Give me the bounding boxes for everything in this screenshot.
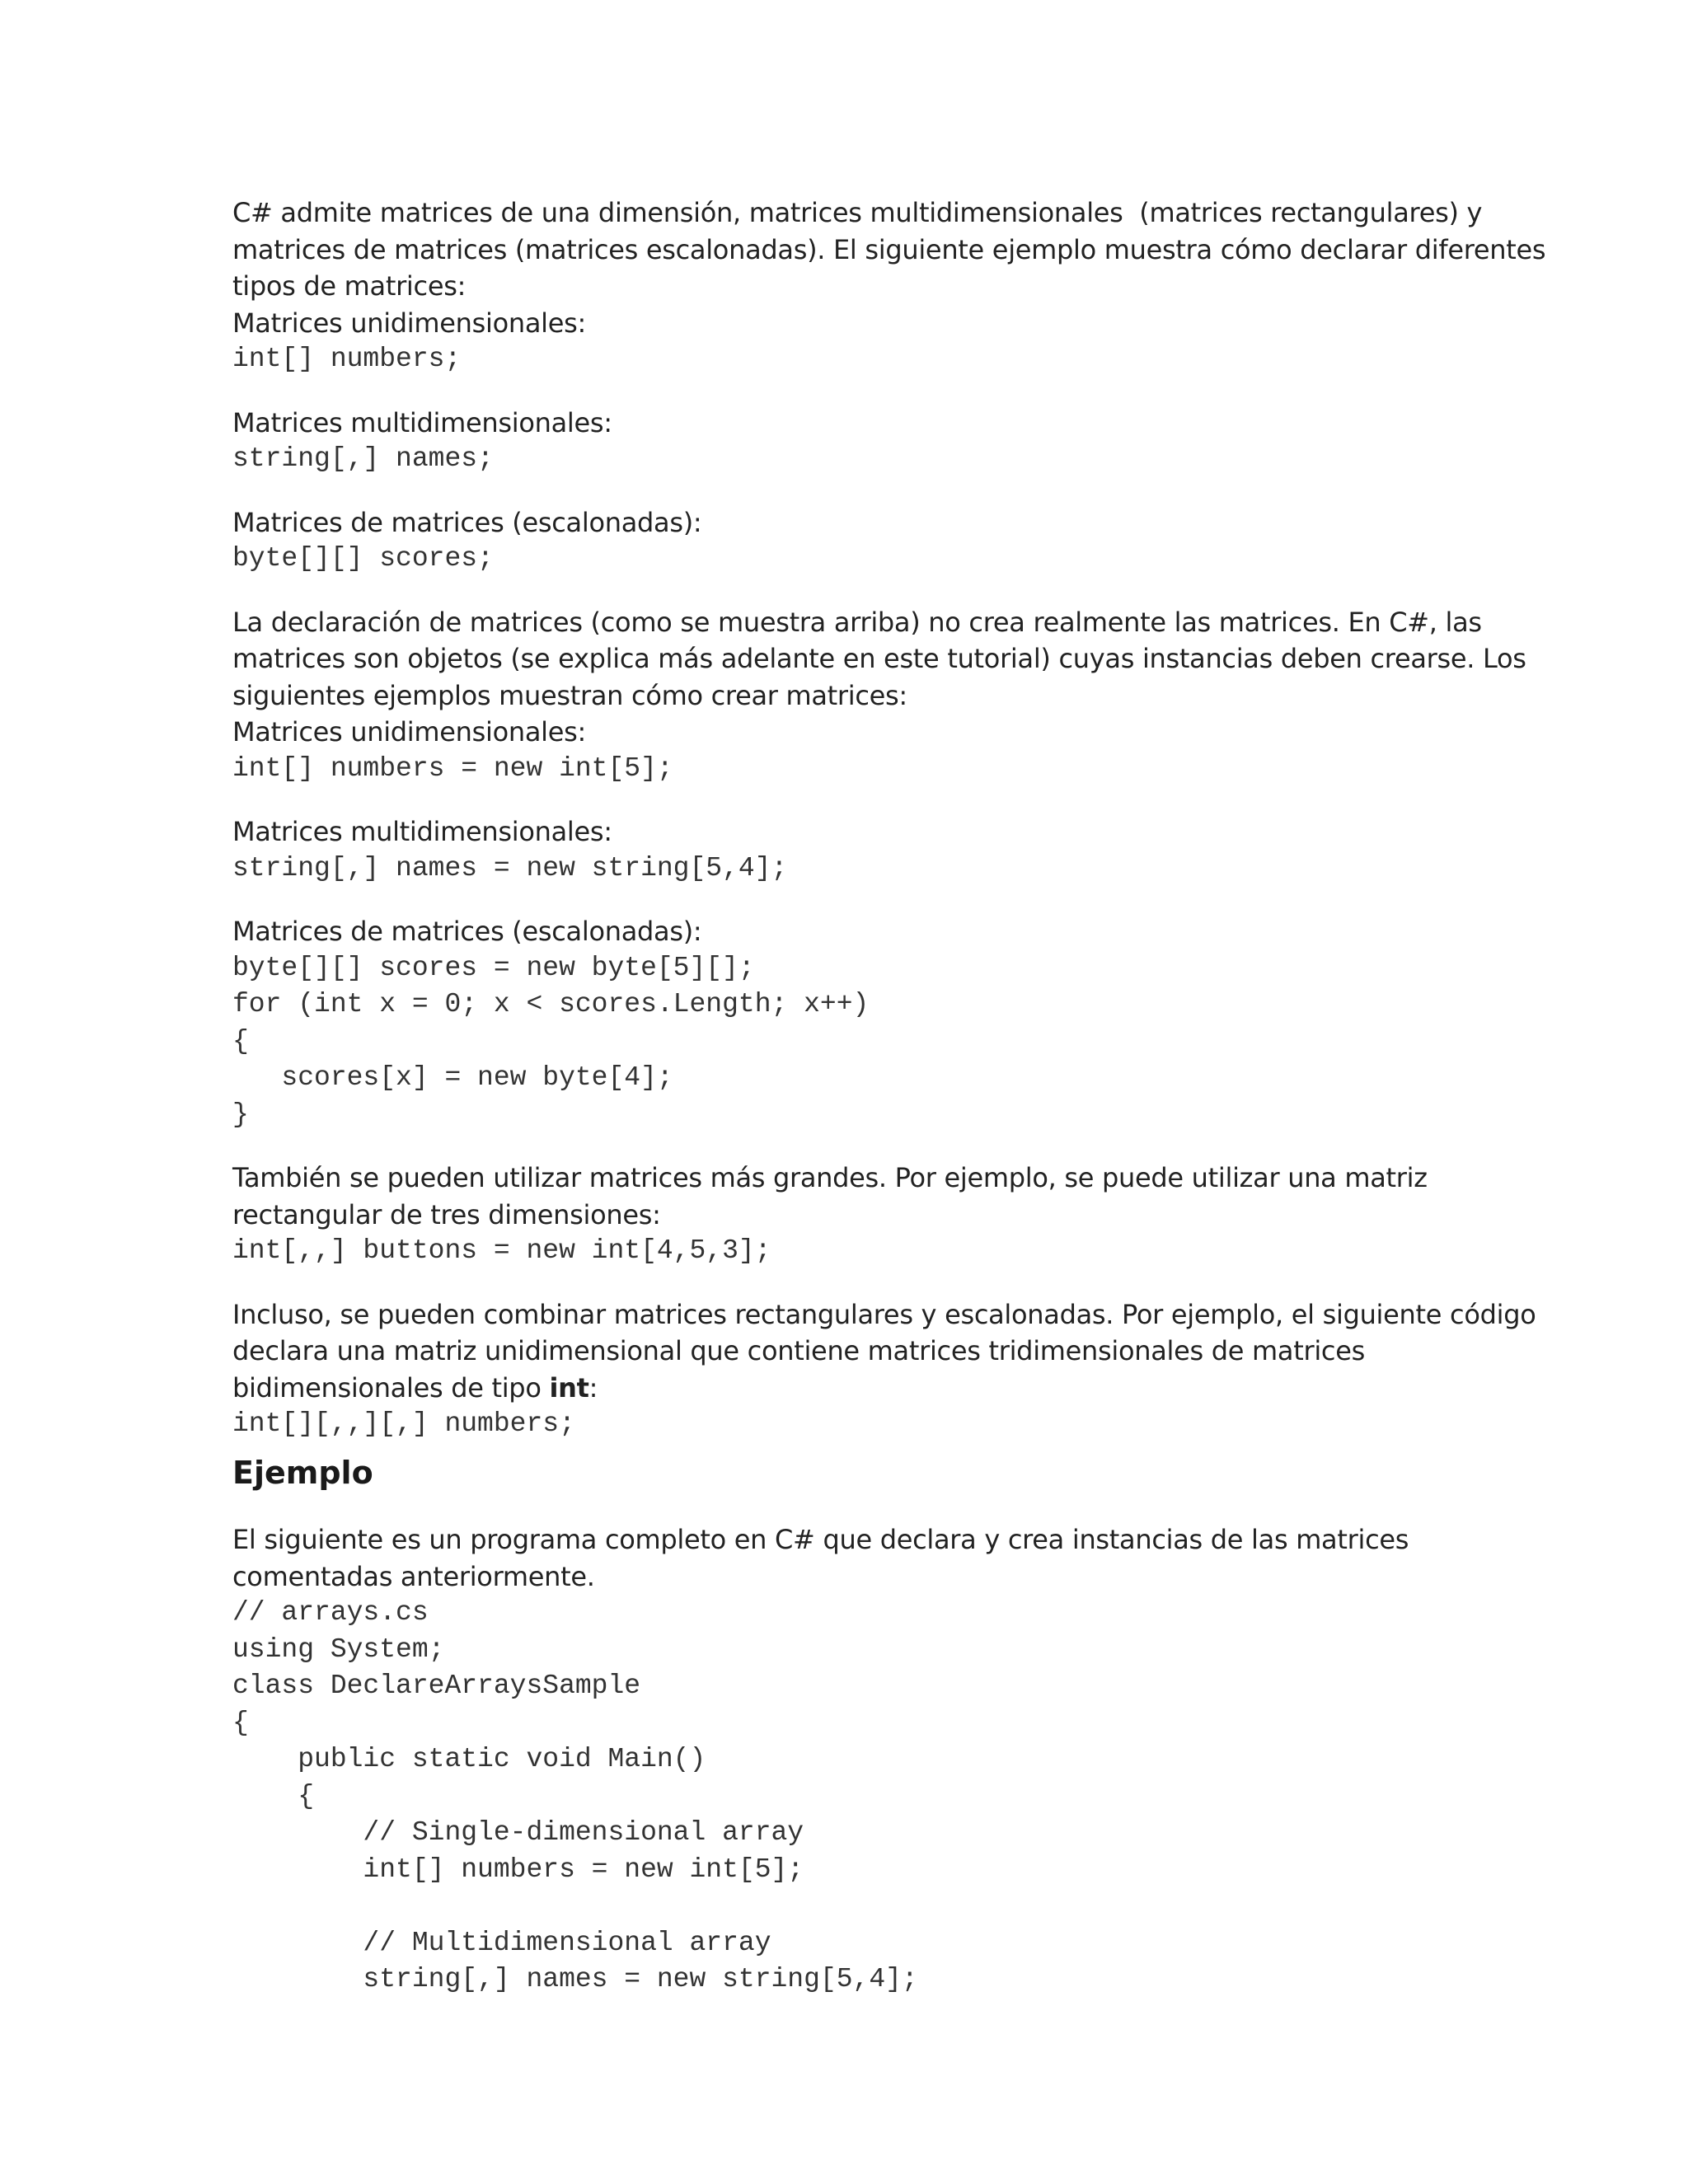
code-line: byte[][] scores = new byte[5][]; [232,952,755,983]
intro-paragraph [232,194,1546,305]
spacer [232,378,1469,405]
code-line: class DeclareArraysSample [232,1671,641,1702]
spacer [232,787,1469,813]
larger-paragraph [232,1160,1469,1233]
text-line: matrices de matrices (matrices escalonadas). El siguiente ejemplo muestra cómo declarar diferentes [232,233,1546,265]
text-fragment: : [588,1371,598,1404]
create-multi-code: string[,] names = new string[5,4]; [232,852,788,883]
section-heading: Ejemplo [232,1454,373,1491]
combined-paragraph [232,1296,1536,1407]
text-line: El siguiente es un programa completo en C# que declara y crea instancias de las matrices [232,1524,1409,1556]
declare-single-code: int[] numbers; [232,344,462,374]
text-line: matrices son objetos (se explica más adelante en este tutorial) cuyas instancias deben crearse. Los [232,643,1526,674]
text-line [232,1370,1469,1407]
code-line: int[] numbers = new int[5]; [232,1854,804,1885]
code-line: public static void Main() [232,1744,706,1775]
text-line: declara una matriz unidimensional que contiene matrices tridimensionales de matrices [232,1335,1365,1366]
create-jagged-label: Matrices de matrices (escalonadas): [232,916,702,947]
example-code-block [232,1595,1469,1999]
example-paragraph [232,1521,1469,1595]
declare-jagged-label: Matrices de matrices (escalonadas): [232,506,702,538]
text-line: C# admite matrices de una dimensión, matrices multidimensionales (matrices rectangulares) y [232,197,1483,228]
text-line: comentadas anteriormente. [232,1560,595,1592]
create-single-code: int[] numbers = new int[5]; [232,752,673,784]
code-line: // arrays.cs [232,1597,429,1629]
declare-multi-code: string[,] names; [232,443,494,474]
code-line: { [232,1780,315,1811]
spacer [232,887,1469,913]
code-line: for (int x = 0; x < scores.Length; x++) [232,989,870,1019]
declare-single-label: Matrices unidimensionales: [232,307,586,339]
code-line: using System; [232,1633,445,1665]
keyword-int: int [549,1371,589,1404]
text-line: También se pueden utilizar matrices más grandes. Por ejemplo, se puede utilizar una matriz [232,1162,1428,1193]
text-line: rectangular de tres dimensiones: [232,1198,661,1230]
create-multi-label: Matrices multidimensionales: [232,816,612,847]
declare-multi-label: Matrices multidimensionales: [232,406,612,438]
create-single-label: Matrices unidimensionales: [232,716,586,748]
text-line: La declaración de matrices (como se muestra arriba) no crea realmente las matrices. En C#, las [232,606,1482,638]
code-line: } [232,1099,249,1130]
declare-jagged-code: byte[][] scores; [232,543,494,574]
code-line: string[,] names = new string[5,4]; [232,1964,918,1995]
code-line [232,1888,1469,1925]
code-line: { [232,1707,249,1738]
spacer [232,1133,1469,1160]
code-line: { [232,1025,249,1057]
document-page [232,194,1546,1999]
larger-code: int[,,] buttons = new int[4,5,3]; [232,1235,771,1266]
spacer [232,1270,1469,1296]
spacer [232,478,1469,504]
combined-code: int[][,,][,] numbers; [232,1408,575,1439]
text-line: Incluso, se pueden combinar matrices rectangulares y escalonadas. Por ejemplo, el siguiente código [232,1298,1536,1330]
code-line: scores[x] = new byte[4]; [232,1062,673,1093]
spacer [232,578,1469,604]
create-intro-paragraph [232,604,1526,715]
code-line: // Single-dimensional array [232,1817,804,1849]
text-line: siguientes ejemplos muestran cómo crear matrices: [232,679,907,711]
create-jagged-code-block [232,950,1469,1134]
text-fragment: bidimensionales de tipo [232,1371,550,1404]
code-line: // Multidimensional array [232,1927,771,1958]
text-line: tipos de matrices: [232,270,467,302]
